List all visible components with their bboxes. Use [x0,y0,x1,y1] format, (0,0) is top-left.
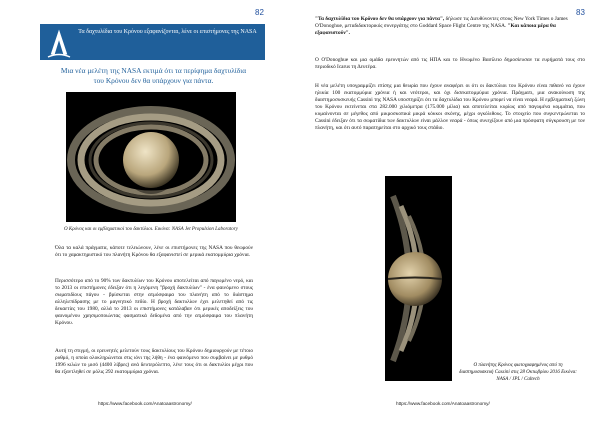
headline: Τα δαχτυλίδια του Κρόνου εξαφανίζονται, λένε οι επιστήμονες της NASA [78,29,257,35]
page-number: 83 [576,8,585,17]
intro-quote: "Τα δαχτυλίδια του Κρόνου δεν θα υπάρχουν για πάντα", [315,16,445,22]
image-caption: Ο πλανήτης Κρόνος φωτογραφημένος από τη διαστημοσυσκευή Cassini στις 28 Οκτωβρίου 2016 Εικόνα: NASA / JPL / Caltech [459,363,577,382]
subheadline: Μια νέα μελέτη της NASA εκτιμά ότι τα περίφημα δαχτυλίδια του Κρόνου δεν θα υπάρχουν για πάντα. [60,66,247,85]
headline-banner [40,24,265,60]
saturn-rings-image [66,92,236,222]
page-number: 82 [255,8,264,17]
paragraph-3: Αυτή τη στιγμή, οι ερευνητές μελετούν τους δακτυλίους του Κρόνου δημιουργούν με τέτοιο ρυθμό, η οποία ολοκληρώνεται στις ιόνι της λήθη - ένα φαινόμενο που συμβαίνει με ρυθμό 1996 κιλών το μισό (4400 λίβρες) ανά δευτερόλεπτο, λένε τους ότι οι δακτυλίοι μέχρι που θα εξαντληθεί σε μόλις 292 εκατομμύρια χρόνια. [55,348,253,375]
intro-block [315,16,585,37]
paragraph-2: Περισσότερο από το 90% των δακτυλίων του Κρόνου αποτελείται από παγωμένο νερό, και το 2013 οι επιστήμονες έδειξαν ότι η λεγόμενη "βροχή δακτυλίων" - ένα φαινόμενο στους σωματιδίους πάγου - βρίσκεται στην ατμόσφαιρα του πλανήτη από το διάστημα αλληλεπίδρασης με το μαγνητικό πεδίο. Η βροχή δακτυλίων έχει μελετηθεί από τις δεκαετίες του 1980, αλλά το 2013 οι επιστήμονες κατάλαβαν ότι μερικές αποδείξεις του φαινομένου χρησιμοποιώντας φασματικά δεδομένα από την ατμόσφαιρα του πλανήτη Κρόνου. [55,278,253,326]
footer-url[interactable]: https://www.facebook.com/Anatoaastronomy/ [98,401,192,406]
footer-url[interactable]: https://www.facebook.com/Anatoaastronomy/ [396,401,490,406]
paragraph-1: Όλα τα καλά πράγματα, κάποτε τελειώνουν, λένε οι επιστήμονες της NASA που θεωρούν ότι το χαρακτηριστικό του πλανήτη Κρόνου θα εξαφανιστεί σε μερικά εκατομμύρια χρόνια. [55,245,253,258]
intro-text: δήλωσε τις Διευθύνοντες στους New York Times ο James O'Donoghue, μεταδιδακτορικός συνεργάτης στο Goddard Space Flight Centre της NASA. [315,16,568,30]
right-page [300,0,600,424]
logo-icon [47,22,71,62]
saturn-cassini-image [385,176,452,381]
intro-quote-end: "Και κάποια μέρα θα εξαφανιστούν". [315,23,556,37]
paragraph-1: Ο O'Donoghue και μια ομάδα ερευνητών από τις ΗΠΑ και το Ηνωμένο Βασίλειο δημοσίευσαν τα ευρήματά τους στο περιοδικό Icarus τη Δευτέρα. [315,57,585,70]
paragraph-2: Η νέα μελέτη υπογραμμίζει επίσης μια θεωρία που έχουν αναφέρει οι ότι οι δακτύλιοι του Κρόνου είναι πιθανό να έχουν ηλικία 100 εκατομμύρια χρόνια ή και νεότεροι, και όχι δισεκατομμύρια χρόνια. Πράγματι, μια ανακοίνωση της διαστημοσυσκευής Cassini της NASA υποστηρίζει ότι τα δαχτυλίδια του Κρόνου μπορεί να είναι νεαρά. Η εμβληματική ζώνη του Κρόνου εκτείνεται στα 282.000 χιλιόμετρα (175.000 μίλια) και αποτελείται κυρίως από παγωμένα κομμάτια, που κυμαίνονται σε μέγεθος από μικροσκοπικά μικρά κόκκοι σκόνης, μέχρι ογκόλιθους. Το στοιχείο που συγκεντρώνεται το Cassini έδειξαν ότι τα σωματίδια των δακτυλίων είναι μάλλον νεαρά - όπως συνεχίζουν από μια πρόσφατη σύγκρουση με τον πλανήτη, και ότι αυτό παρατηρείται στο αρχικό τους στάδιο. [315,83,585,131]
image-caption: Ο Κρόνος και οι εμβληματικοί του δακτύλιοι. Εικόνα: NASA Jet Propulsion Laboratory [64,227,238,232]
